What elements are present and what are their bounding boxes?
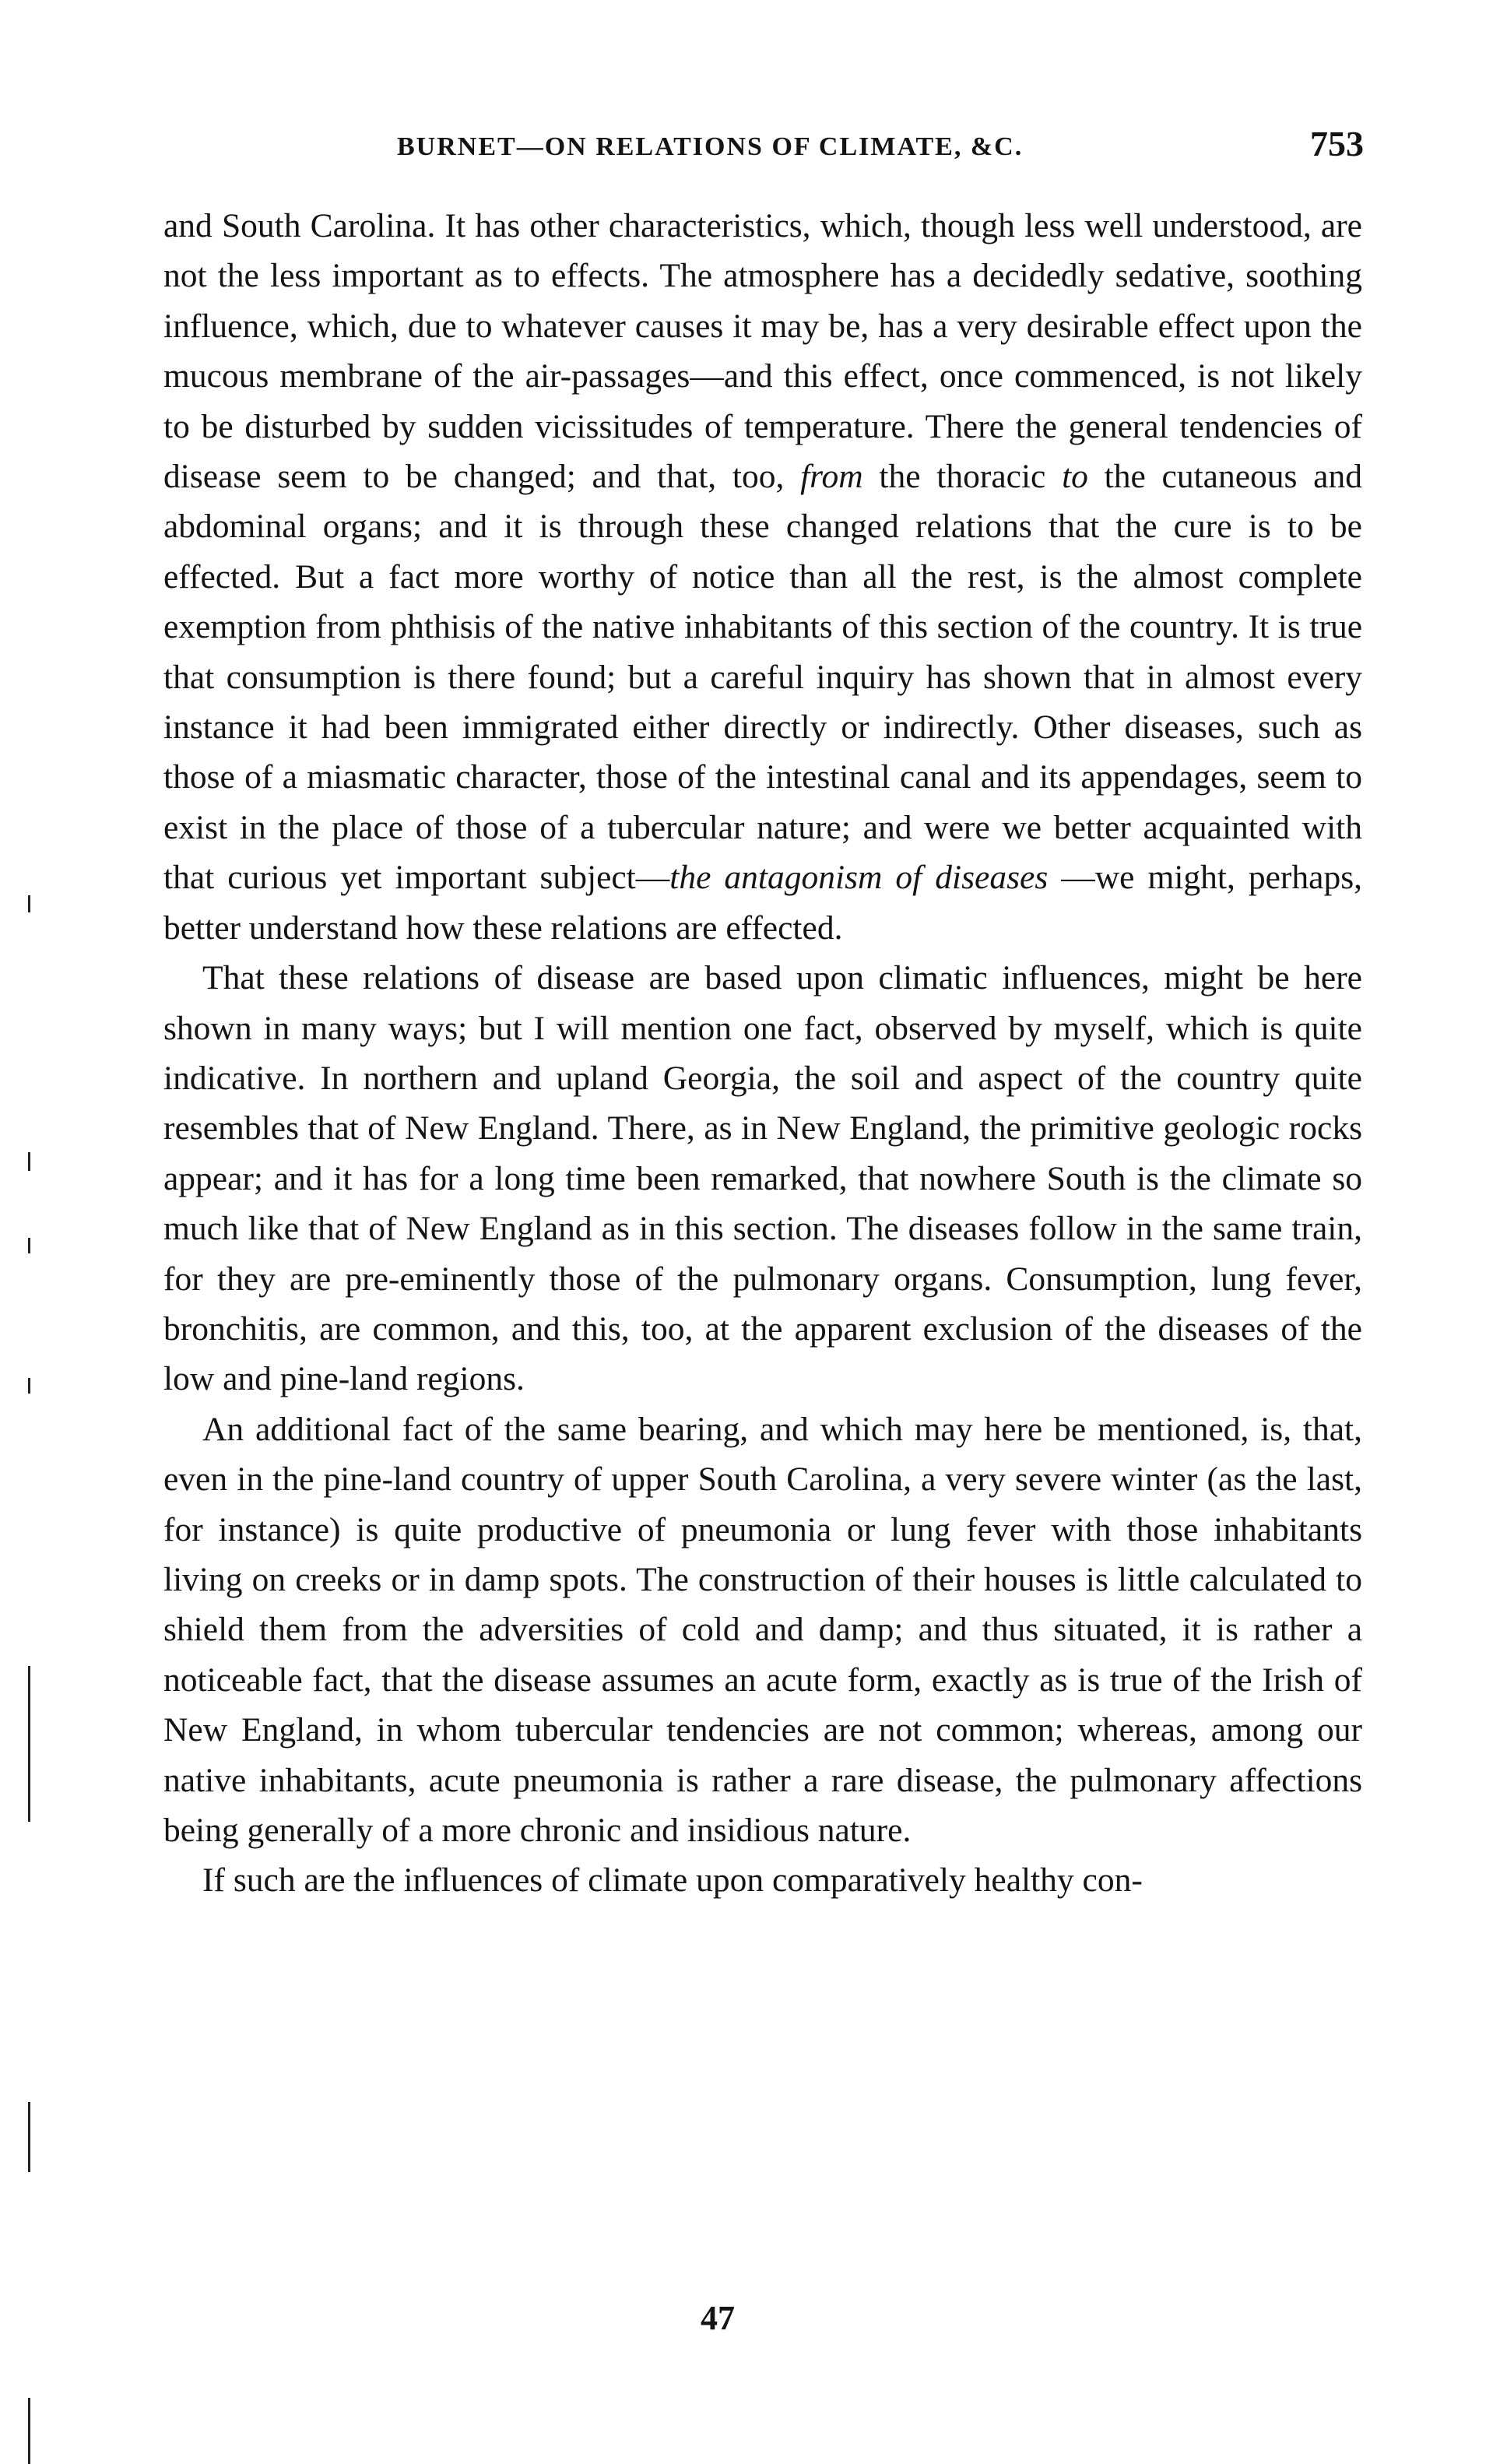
paragraph-1-text-c: the thoracic: [862, 458, 1063, 496]
page-header: [163, 118, 1367, 181]
paragraph-1-text-g: —we might, perhaps, better understand how these relations are effected.: [163, 859, 1363, 947]
paragraph-1-text-a: and South Carolina. It has other characteristics, which, though less well understood, are not the less important as to effects. The atmosphere has a decidedly sedative, soothing influence, which, due to whatever causes it may be, has a very desirable effect upon the mucous membrane of the air-passages—and this effect, once commenced, is not likely to be disturbed by sudden vicissitudes of temperature. There the general tendencies of disease seem to be changed; and that, too,: [163, 207, 1362, 496]
paragraph-1-italic-to: to: [1062, 458, 1088, 496]
paragraph-1-italic-antagonism: the antagonism of diseases: [669, 859, 1049, 897]
signature-mark: 47: [701, 2299, 735, 2337]
paragraph-1-italic-from: from: [800, 458, 863, 496]
page-number: 753: [1310, 124, 1364, 163]
margin-scan-mark: [28, 1666, 30, 1822]
margin-scan-mark: [28, 2102, 30, 2172]
margin-scan-mark: [28, 2398, 30, 2464]
paragraph-3: An additional fact of the same bearing, and which may here be mentioned, is, that, even in the pine-land country of upper South Carolina, a very severe winter (as the last, for instance) is quite productive of pneumonia or lung fever with those inhabitants living on creeks or in damp spots. The construction of their houses is little calculated to shield them from the adversities of cold and damp; and thus situated, it is rather a noticeable fact, that the disease assumes an acute form, exactly as is true of the Irish of New England, in whom tubercular tendencies are not common; whereas, among our native inhabitants, acute pneumonia is rather a rare disease, the pulmonary affections being generally of a more chronic and insidious nature.: [163, 1410, 1362, 1849]
running-head: BURNET—ON RELATIONS OF CLIMATE, &C.: [397, 132, 1024, 161]
body-text: [163, 201, 1362, 1906]
paragraph-1-text-e: the cutaneous and abdominal organs; and it is through these changed relations that the cure is to be effected. But a fact more worthy of notice than all the rest, is the almost complete exemption from phthisis of the native inhabitants of this section of the country. It is true that consumption is there found; but a careful inquiry has shown that in almost every instance it had been immigrated either directly or indirectly. Other diseases, such as those of a miasmatic character, those of the intestinal canal and its appendages, seem to exist in the place of those of a tubercular nature; and were we better acquainted with that curious yet important subject—: [163, 458, 1362, 897]
margin-scan-mark: [28, 1152, 30, 1171]
paragraph-4: If such are the influences of climate upon comparatively healthy con-: [202, 1861, 1143, 1900]
margin-scan-mark: [28, 895, 30, 912]
margin-scan-mark: [28, 1378, 30, 1394]
paragraph-2: That these relations of disease are based upon climatic influences, might be here shown in many ways; but I will mention one fact, observed by myself, which is quite indicative. In northern and upland Georgia, the soil and aspect of the country quite resembles that of New England. There, as in New England, the primitive geologic rocks appear; and it has for a long time been remarked, that nowhere South is the climate so much like that of New England as in this section. The diseases follow in the same train, for they are pre-eminently those of the pulmonary organs. Consumption, lung fever, bronchitis, are common, and this, too, at the apparent exclusion of the diseases of the low and pine-land regions.: [163, 959, 1362, 1398]
margin-scan-mark: [28, 1238, 30, 1253]
paragraph-1: [163, 201, 1362, 953]
